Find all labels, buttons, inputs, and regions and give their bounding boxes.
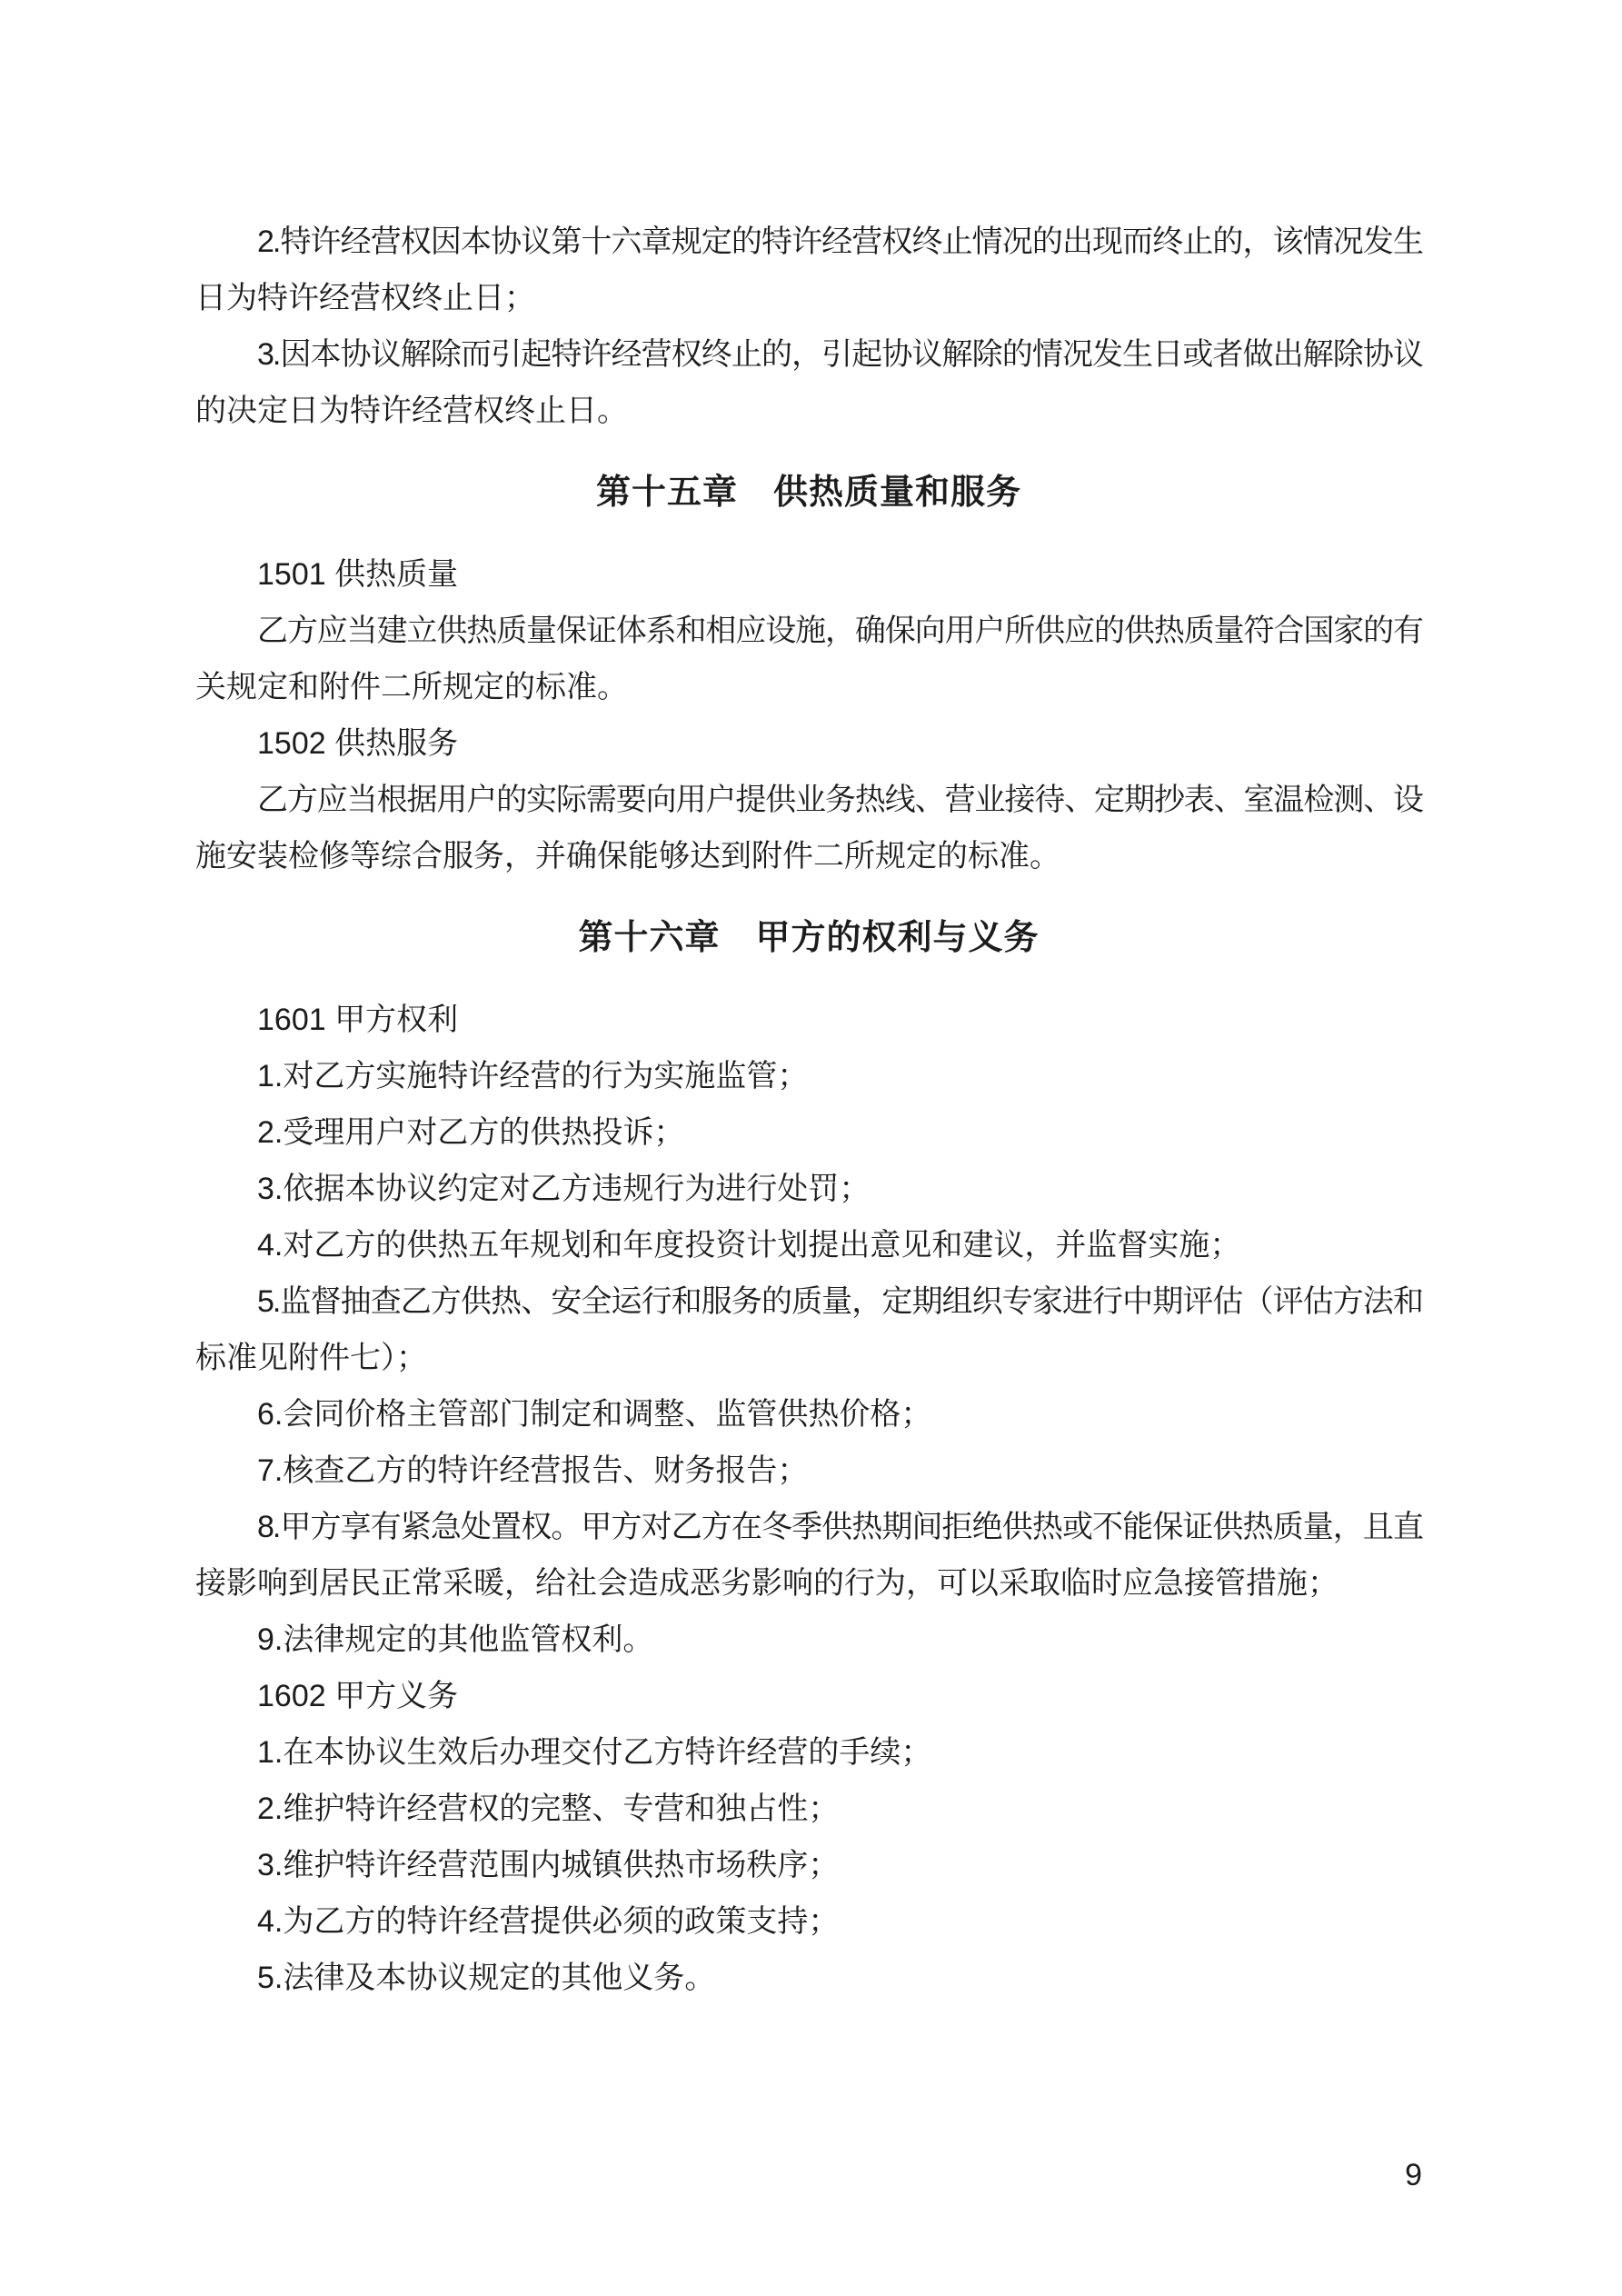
- paragraph: [195, 1612, 1422, 1668]
- paragraph: [195, 1781, 1422, 1837]
- text-line: 施安装检修等综合服务，并确保能够达到附件二所规定的标准。: [195, 839, 1060, 873]
- paragraph: [195, 1837, 1422, 1893]
- text-line: 2.维护特许经营权的完整、专营和独占性；: [257, 1792, 840, 1826]
- chapter-heading: 第十五章 供热质量和服务: [595, 474, 1021, 512]
- text-line: 9.法律规定的其他监管权利。: [257, 1622, 654, 1657]
- document-body: [195, 214, 1422, 2006]
- text-line: 3.因本协议解除而引起特许经营权终止的，引起协议解除的情况发生日或者做出解除协议: [257, 337, 1422, 372]
- text-line: 6.会同价格主管部门制定和调整、监管供热价格；: [257, 1397, 932, 1432]
- text-line: 1601 甲方权利: [257, 1003, 459, 1037]
- paragraph: [195, 603, 1422, 715]
- paragraph: [195, 772, 1422, 884]
- text-line: 乙方应当根据用户的实际需要向用户提供业务热线、营业接待、定期抄表、室温检测、设: [257, 783, 1422, 817]
- paragraph: [195, 326, 1422, 439]
- text-line: 1502 供热服务: [257, 726, 459, 761]
- text-line: 2.受理用户对乙方的供热投诉；: [257, 1115, 685, 1150]
- paragraph: [195, 1217, 1422, 1273]
- text-line: 3.依据本协议约定对乙方违规行为进行处罚；: [257, 1172, 871, 1206]
- text-line: 日为特许经营权终止日；: [195, 281, 535, 315]
- paragraph: [195, 715, 1422, 772]
- paragraph: [195, 1161, 1422, 1217]
- paragraph: [195, 546, 1422, 603]
- paragraph: [195, 214, 1422, 326]
- text-line: 的决定日为特许经营权终止日。: [195, 394, 628, 428]
- paragraph: [195, 1273, 1422, 1386]
- paragraph: [195, 992, 1422, 1048]
- paragraph: [195, 1893, 1422, 1950]
- text-line: 2.特许经营权因本协议第十六章规定的特许经营权终止情况的出现而终止的，该情况发生: [257, 225, 1422, 259]
- text-line: 5.监督抽查乙方供热、安全运行和服务的质量，定期组织专家进行中期评估（评估方法和: [257, 1284, 1422, 1319]
- text-line: 1.对乙方实施特许经营的行为实施监管；: [257, 1059, 809, 1093]
- text-line: 8.甲方享有紧急处置权。甲方对乙方在冬季供热期间拒绝供热或不能保证供热质量，且直: [257, 1510, 1422, 1544]
- text-line: 1501 供热质量: [257, 557, 459, 592]
- text-line: 3.维护特许经营范围内城镇供热市场秩序；: [257, 1848, 840, 1882]
- text-line: 7.核查乙方的特许经营报告、财务报告；: [257, 1453, 809, 1488]
- paragraph: [195, 1724, 1422, 1781]
- text-line: 4.对乙方的供热五年规划和年度投资计划提出意见和建议，并监督实施；: [257, 1228, 1241, 1263]
- paragraph: [195, 1950, 1422, 2006]
- text-line: 标准见附件七）；: [195, 1341, 427, 1375]
- text-line: 1602 甲方义务: [257, 1679, 459, 1713]
- paragraph: [195, 1386, 1422, 1442]
- paragraph: [195, 1104, 1422, 1161]
- paragraph: [195, 1048, 1422, 1104]
- paragraph: [195, 1442, 1422, 1499]
- page-number: 9: [1405, 2158, 1422, 2192]
- text-line: 1.在本协议生效后办理交付乙方特许经营的手续；: [257, 1735, 932, 1770]
- paragraph: [195, 1499, 1422, 1612]
- text-line: 关规定和附件二所规定的标准。: [195, 670, 628, 704]
- text-line: 5.法律及本协议规定的其他义务。: [257, 1961, 716, 1995]
- text-line: 乙方应当建立供热质量保证体系和相应设施，确保向用户所供应的供热质量符合国家的有: [257, 614, 1422, 648]
- paragraph: [195, 1668, 1422, 1724]
- text-line: 4.为乙方的特许经营提供必须的政策支持；: [257, 1904, 840, 1939]
- text-line: 接影响到居民正常采暖，给社会造成恶劣影响的行为，可以采取临时应急接管措施；: [195, 1566, 1338, 1601]
- chapter-heading: 第十六章 甲方的权利与义务: [578, 919, 1040, 957]
